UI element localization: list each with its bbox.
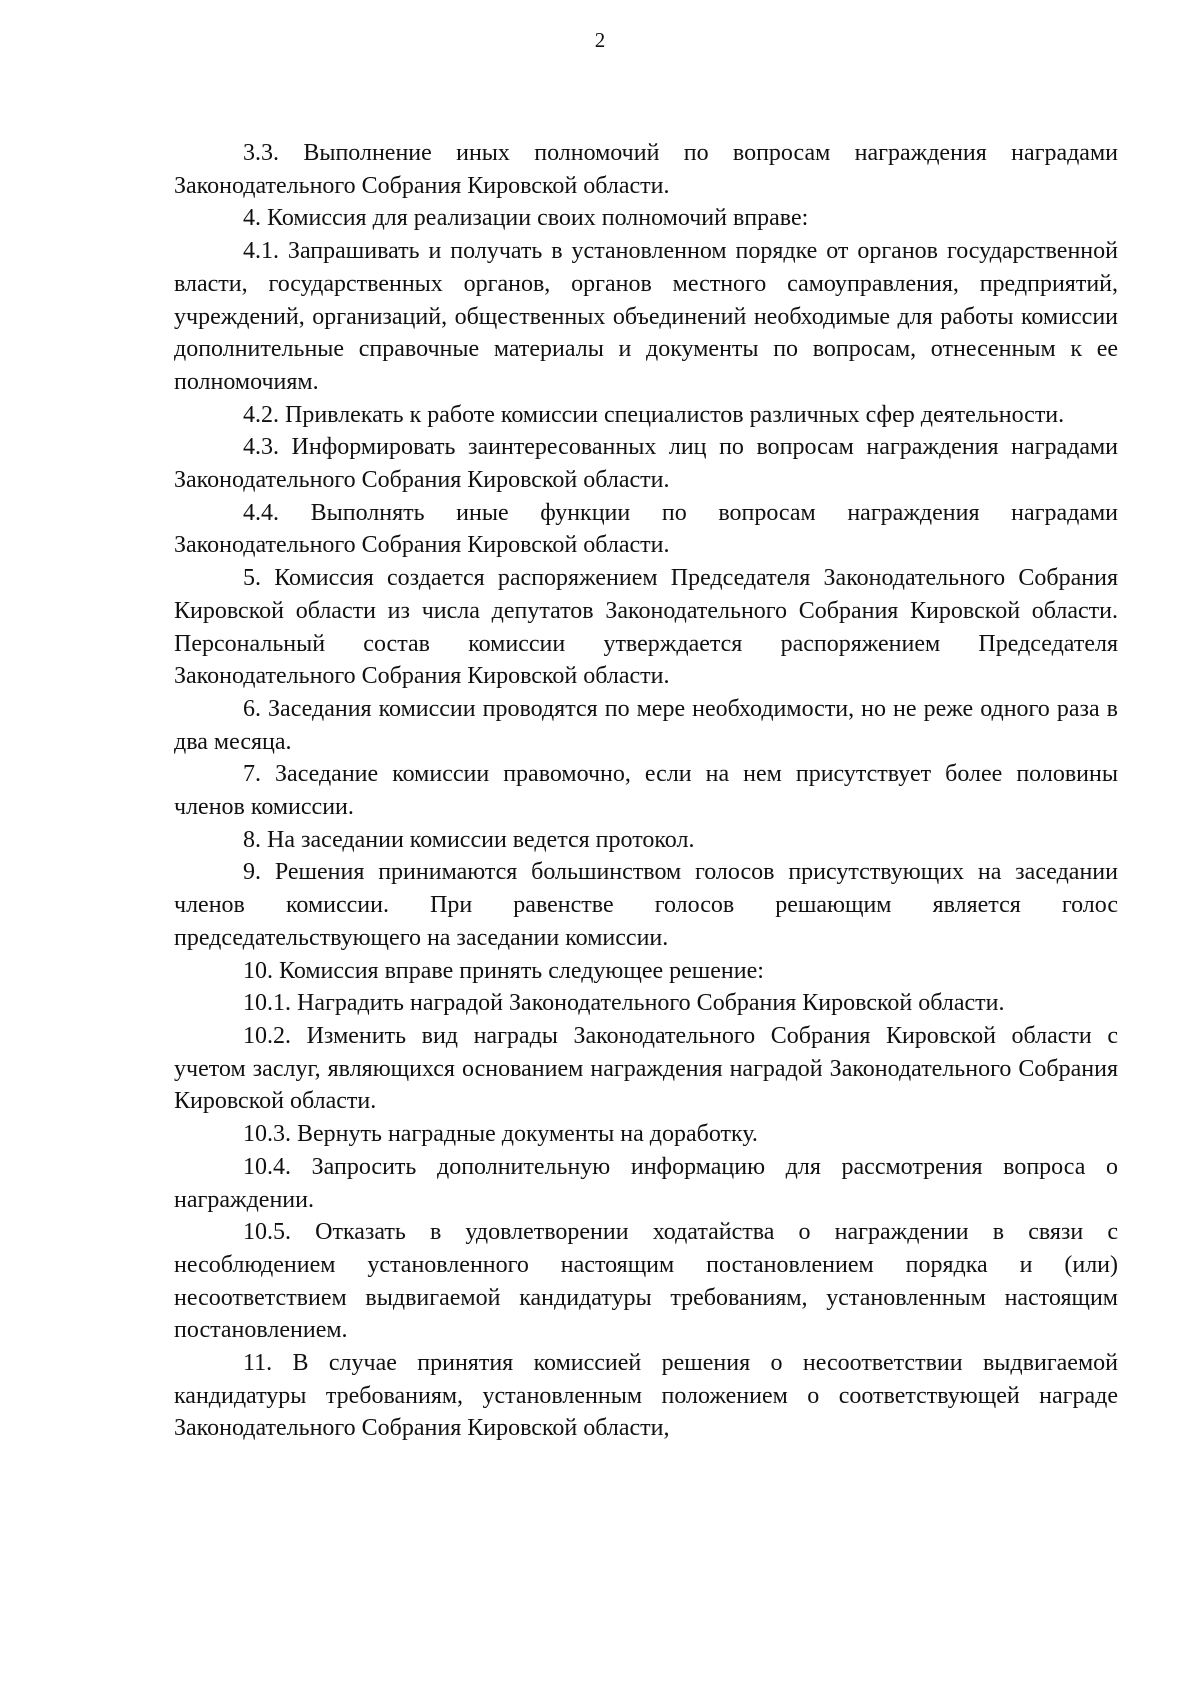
paragraph-3-3: 3.3. Выполнение иных полномочий по вопросам награждения наградами Законодательного Собрания Кировской области. — [174, 140, 1118, 199]
paragraph-10-1: 10.1. Наградить наградой Законодательного Собрания Кировской области. — [243, 990, 1005, 1017]
document-body — [174, 137, 1118, 1445]
paragraph-9: 9. Решения принимаются большинством голосов присутствующих на заседании членов комиссии. При равенстве голосов решающим является голос председательствующего на заседании комиссии. — [174, 859, 1118, 951]
paragraph-4-4: 4.4. Выполнять иные функции по вопросам награждения наградами Законодательного Собрания Кировской области. — [174, 499, 1118, 559]
paragraph-10-4: 10.4. Запросить дополнительную информацию для рассмотрения вопроса о награждении. — [174, 1153, 1118, 1213]
paragraph-4-2: 4.2. Привлекать к работе комиссии специалистов различных сфер деятельности. — [243, 401, 1065, 428]
paragraph-10-5: 10.5. Отказать в удовлетворении ходатайства о награждении в связи с несоблюдением установленного настоящим постановлением порядка и (или) несоответствием выдвигаемой кандидатуры требованиям, установленным настоящим постановлением. — [174, 1219, 1118, 1344]
paragraph-4-1: 4.1. Запрашивать и получать в установленном порядке от органов государственной власти, государственных органов, органов местного самоуправления, предприятий, учреждений, организаций, общественных объединений необходимые для работы комиссии дополнительные справочные материалы и документы по вопросам, отнесенным к ее полномочиям. — [174, 238, 1118, 395]
paragraph-10-2: 10.2. Изменить вид награды Законодательного Собрания Кировской области с учетом заслуг, являющихся основанием награждения наградой Законодательного Собрания Кировской области. — [174, 1022, 1118, 1115]
paragraph-5: 5. Комиссия создается распоряжением Председателя Законодательного Собрания Кировской области из числа депутатов Законодательного Собрания Кировской области. Персональный состав комиссии утверждается распоряжением Председателя Законодательного Собрания Кировской области. — [174, 565, 1118, 690]
paragraph-8: 8. На заседании комиссии ведется протокол. — [243, 826, 695, 853]
paragraph-11: 11. В случае принятия комиссией решения о несоответствии выдвигаемой кандидатуры требованиям, установленным положением о соответствующей награде Законодательного Собрания Кировской области, — [174, 1350, 1118, 1442]
paragraph-4: 4. Комиссия для реализации своих полномочий вправе: — [243, 205, 809, 232]
paragraph-10: 10. Комиссия вправе принять следующее решение: — [243, 957, 764, 984]
paragraph-4-3: 4.3. Информировать заинтересованных лиц по вопросам награждения наградами Законодательного Собрания Кировской области. — [174, 434, 1118, 494]
paragraph-7: 7. Заседание комиссии правомочно, если на нем присутствует более половины членов комиссии. — [174, 761, 1118, 821]
paragraph-6: 6. Заседания комиссии проводятся по мере необходимости, но не реже одного раза в два месяца. — [174, 695, 1118, 755]
page-number: 2 — [594, 28, 606, 52]
paragraph-10-3: 10.3. Вернуть наградные документы на доработку. — [243, 1121, 758, 1148]
